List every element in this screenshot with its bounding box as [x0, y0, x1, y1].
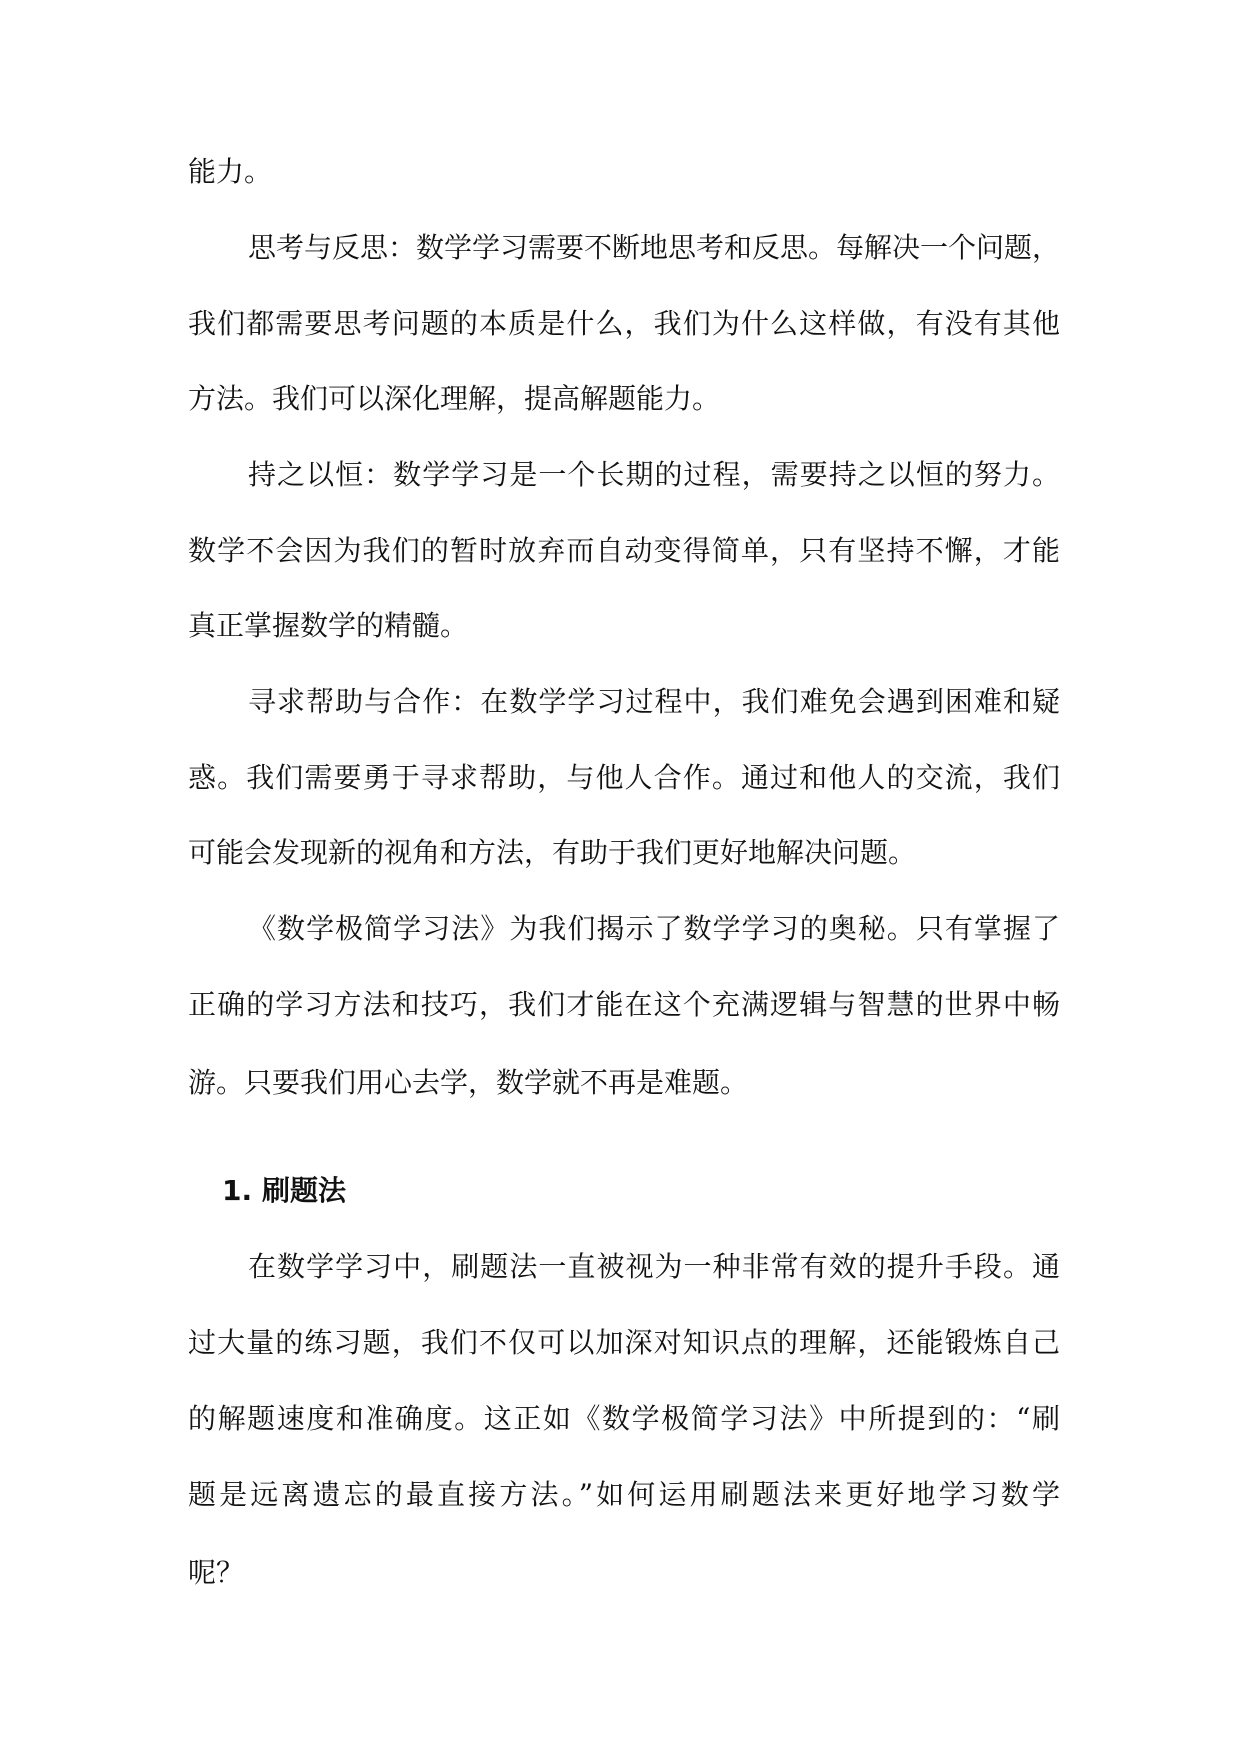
paragraph-line: 我们都需要思考问题的本质是什么，我们为什么这样做，有没有其他 [188, 307, 1060, 340]
paragraph-line: 呢？ [188, 1556, 245, 1589]
paragraph-fragment: 能力。 [188, 155, 273, 188]
paragraph-line: 题是远离遗忘的最直接方法。”如何运用刷题法来更好地学习数学 [188, 1478, 1060, 1511]
paragraph-line: 在数学学习中，刷题法一直被视为一种非常有效的提升手段。通 [248, 1250, 1060, 1283]
paragraph-line: 正确的学习方法和技巧，我们才能在这个充满逻辑与智慧的世界中畅 [188, 988, 1060, 1021]
paragraph-line: 寻求帮助与合作：在数学学习过程中，我们难免会遇到困难和疑 [248, 685, 1060, 718]
paragraph-line: 真正掌握数学的精髓。 [188, 609, 469, 642]
paragraph-line: 的解题速度和准确度。这正如《数学极简学习法》中所提到的：“刷 [188, 1402, 1060, 1435]
paragraph-line: 数学不会因为我们的暂时放弃而自动变得简单，只有坚持不懈，才能 [188, 534, 1060, 567]
section-title: 刷题法 [262, 1174, 347, 1207]
paragraph-line: 《数学极简学习法》为我们揭示了数学学习的奥秘。只有掌握了 [248, 912, 1060, 945]
section-number: 1. [222, 1174, 253, 1207]
paragraph-line: 可能会发现新的视角和方法，有助于我们更好地解决问题。 [188, 836, 917, 869]
paragraph-line: 方法。我们可以深化理解，提高解题能力。 [188, 382, 721, 415]
paragraph-line: 过大量的练习题，我们不仅可以加深对知识点的理解，还能锻炼自己 [188, 1326, 1060, 1359]
paragraph-line: 思考与反思：数学学习需要不断地思考和反思。每解决一个问题， [248, 231, 1061, 264]
section-heading [222, 1171, 346, 1211]
paragraph-line: 游。只要我们用心去学，数学就不再是难题。 [188, 1066, 749, 1099]
paragraph-line: 持之以恒：数学学习是一个长期的过程，需要持之以恒的努力。 [248, 458, 1060, 491]
paragraph-line: 惑。我们需要勇于寻求帮助，与他人合作。通过和他人的交流，我们 [188, 761, 1060, 794]
